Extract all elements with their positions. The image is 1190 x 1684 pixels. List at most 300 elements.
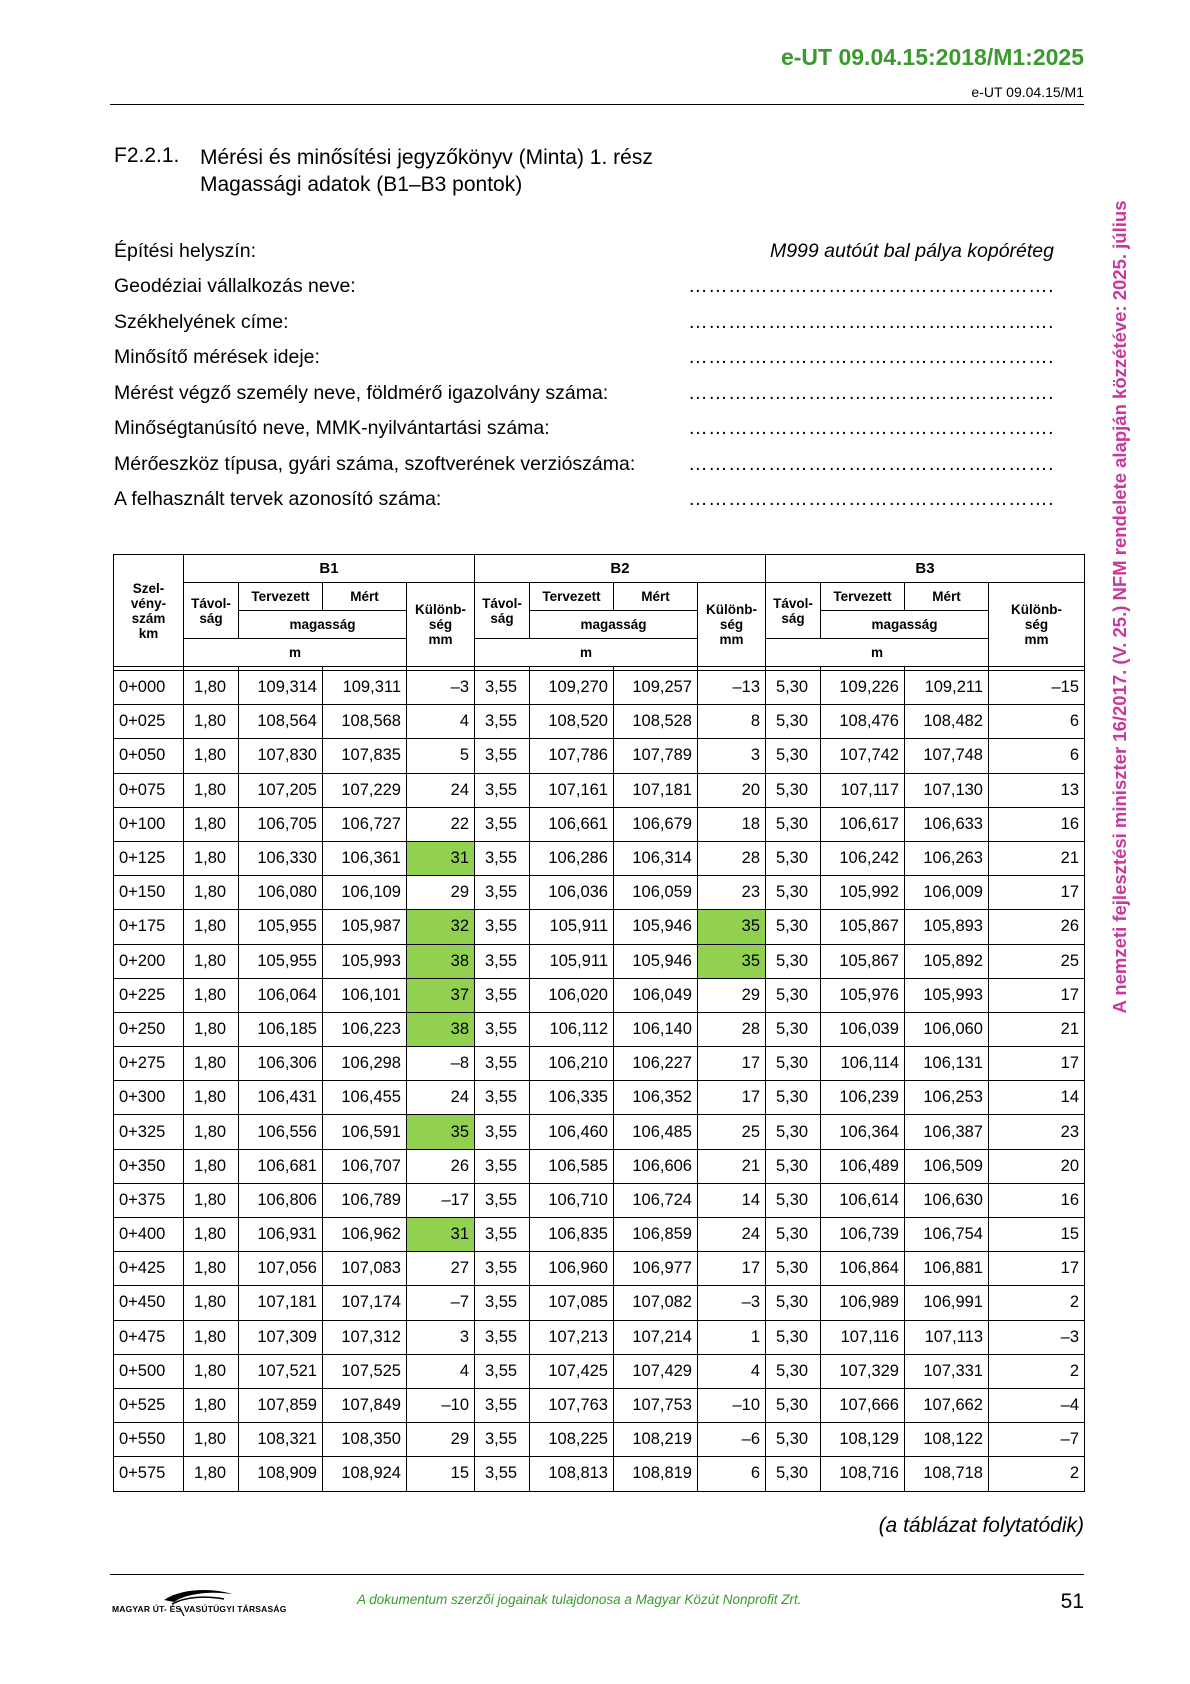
table-row (114, 1081, 1085, 1115)
table-cell: 1,80 (184, 944, 239, 978)
table-cell: 0+400 (114, 1218, 184, 1252)
table-cell: 106,335 (530, 1081, 614, 1115)
table-row (114, 978, 1085, 1012)
table-cell: 1,80 (184, 739, 239, 773)
table-cell: 5,30 (766, 807, 821, 841)
table-cell: 2 (989, 1354, 1085, 1388)
table-cell: 5,30 (766, 1047, 821, 1081)
table-cell: 0+075 (114, 773, 184, 807)
table-cell: 38 (407, 1012, 475, 1046)
table-cell: 3,55 (475, 876, 530, 910)
table-cell: 6 (989, 705, 1085, 739)
table-cell: 21 (698, 1149, 766, 1183)
table-cell: 0+250 (114, 1012, 184, 1046)
table-cell: 3,55 (475, 1047, 530, 1081)
table-cell: 106,617 (821, 807, 905, 841)
table-cell: 105,993 (905, 978, 989, 1012)
table-cell: –13 (698, 671, 766, 705)
table-cell: 106,989 (821, 1286, 905, 1320)
table-cell: 109,211 (905, 671, 989, 705)
table-cell: 3 (407, 1320, 475, 1354)
table-cell: 108,476 (821, 705, 905, 739)
table-cell: 15 (989, 1218, 1085, 1252)
table-cell: 0+450 (114, 1286, 184, 1320)
table-cell: 5,30 (766, 1218, 821, 1252)
table-cell: 108,718 (905, 1457, 989, 1491)
table-cell: 27 (407, 1252, 475, 1286)
table-cell: –7 (989, 1423, 1085, 1457)
table-cell: 3,55 (475, 807, 530, 841)
table-cell: 105,892 (905, 944, 989, 978)
table-cell: 106,789 (323, 1183, 407, 1217)
table-row (114, 1457, 1085, 1491)
form-blank-dots: ………………………………………………. (688, 275, 1054, 297)
table-cell: 107,830 (239, 739, 323, 773)
header-difference: Különb- ség mm (407, 583, 475, 667)
table-cell: 107,056 (239, 1252, 323, 1286)
header-measured: Mért (905, 583, 989, 611)
table-cell: 3,55 (475, 1115, 530, 1149)
table-cell: 106,460 (530, 1115, 614, 1149)
table-cell: 107,429 (614, 1354, 698, 1388)
table-cell: 3,55 (475, 1388, 530, 1422)
page-number: 51 (1060, 1590, 1084, 1613)
table-cell: 107,786 (530, 739, 614, 773)
table-cell: 106,114 (821, 1047, 905, 1081)
table-cell: 3,55 (475, 1218, 530, 1252)
header-design: Tervezett (239, 583, 323, 611)
table-cell: 14 (698, 1183, 766, 1217)
table-cell: 107,181 (614, 773, 698, 807)
table-cell: 24 (407, 1081, 475, 1115)
table-cell: 25 (698, 1115, 766, 1149)
header-measured: Mért (614, 583, 698, 611)
header-design: Tervezett (821, 583, 905, 611)
table-cell: 0+125 (114, 841, 184, 875)
table-cell: 0+050 (114, 739, 184, 773)
form-label: Építési helyszín: (114, 240, 256, 262)
table-cell: 106,859 (614, 1218, 698, 1252)
table-cell: 106,364 (821, 1115, 905, 1149)
table-cell: 3 (698, 739, 766, 773)
table-cell: 5,30 (766, 978, 821, 1012)
table-cell: 106,806 (239, 1183, 323, 1217)
table-cell: 35 (698, 910, 766, 944)
table-cell: 1,80 (184, 1183, 239, 1217)
table-cell: 5,30 (766, 1354, 821, 1388)
header-unit-m: m (475, 639, 698, 667)
table-row (114, 1183, 1085, 1217)
table-cell: 106,140 (614, 1012, 698, 1046)
table-cell: 1,80 (184, 1012, 239, 1046)
table-cell: 5,30 (766, 1320, 821, 1354)
copyright-note: A dokumentum szerzői jogainak tulajdonosa a Magyar Közút Nonprofit Zrt. (357, 1592, 802, 1607)
table-cell: 106,109 (323, 876, 407, 910)
table-row (114, 807, 1085, 841)
table-cell: 6 (989, 739, 1085, 773)
table-cell: 3,55 (475, 1081, 530, 1115)
table-cell: 21 (989, 841, 1085, 875)
table-cell: 1,80 (184, 1047, 239, 1081)
header-measured: Mért (323, 583, 407, 611)
table-cell: 106,223 (323, 1012, 407, 1046)
table-cell: 1,80 (184, 1218, 239, 1252)
table-cell: 109,311 (323, 671, 407, 705)
table-cell: 109,314 (239, 671, 323, 705)
table-cell: 3,55 (475, 773, 530, 807)
table-cell: 106,039 (821, 1012, 905, 1046)
table-cell: 106,606 (614, 1149, 698, 1183)
table-cell: 2 (989, 1286, 1085, 1320)
table-cell: 105,911 (530, 910, 614, 944)
header-station: Szel- vény- szám km (114, 555, 184, 667)
table-row (114, 705, 1085, 739)
table-row (114, 1320, 1085, 1354)
table-cell: 35 (407, 1115, 475, 1149)
table-cell: 107,213 (530, 1320, 614, 1354)
table-row (114, 1047, 1085, 1081)
table-cell: 106,881 (905, 1252, 989, 1286)
table-cell: 0+275 (114, 1047, 184, 1081)
table-cell: 105,867 (821, 944, 905, 978)
table-cell: 106,455 (323, 1081, 407, 1115)
table-cell: 4 (407, 1354, 475, 1388)
header-height: magasság (821, 611, 989, 639)
table-cell: 106,387 (905, 1115, 989, 1149)
table-cell: 106,614 (821, 1183, 905, 1217)
form-blank-dots: ………………………………………………. (688, 488, 1054, 510)
table-cell: 21 (989, 1012, 1085, 1046)
table-cell: 1,80 (184, 705, 239, 739)
table-cell: 17 (698, 1047, 766, 1081)
table-cell: –3 (989, 1320, 1085, 1354)
table-cell: 3,55 (475, 841, 530, 875)
table-row (114, 739, 1085, 773)
table-cell: 105,992 (821, 876, 905, 910)
table-cell: –15 (989, 671, 1085, 705)
table-cell: 29 (407, 1423, 475, 1457)
table-cell: 106,931 (239, 1218, 323, 1252)
table-cell: 107,174 (323, 1286, 407, 1320)
table-cell: 0+425 (114, 1252, 184, 1286)
table-cell: 106,681 (239, 1149, 323, 1183)
table-cell: –10 (407, 1388, 475, 1422)
table-cell: 8 (698, 705, 766, 739)
table-cell: 17 (698, 1081, 766, 1115)
table-cell: 3,55 (475, 671, 530, 705)
table-cell: 0+100 (114, 807, 184, 841)
table-row (114, 1252, 1085, 1286)
table-cell: 17 (989, 978, 1085, 1012)
table-cell: 107,116 (821, 1320, 905, 1354)
table-cell: 3,55 (475, 910, 530, 944)
table-cell: 1,80 (184, 1081, 239, 1115)
table-cell: 106,661 (530, 807, 614, 841)
table-cell: 3,55 (475, 978, 530, 1012)
table-cell: 31 (407, 1218, 475, 1252)
table-cell: 107,205 (239, 773, 323, 807)
table-cell: 108,568 (323, 705, 407, 739)
table-cell: 108,129 (821, 1423, 905, 1457)
table-cell: 3,55 (475, 1012, 530, 1046)
table-cell: 3,55 (475, 944, 530, 978)
table-cell: 105,955 (239, 910, 323, 944)
table-row (114, 1012, 1085, 1046)
table-cell: 106,633 (905, 807, 989, 841)
table-cell: 106,131 (905, 1047, 989, 1081)
table-cell: 1,80 (184, 807, 239, 841)
table-cell: 24 (698, 1218, 766, 1252)
header-distance: Távol- ság (475, 583, 530, 639)
table-row (114, 876, 1085, 910)
form-label: Geodéziai vállalkozás neve: (114, 275, 356, 297)
table-cell: 1,80 (184, 876, 239, 910)
table-cell: 1,80 (184, 978, 239, 1012)
table-cell: 31 (407, 841, 475, 875)
header-design: Tervezett (530, 583, 614, 611)
table-continues-note: (a táblázat folytatódik) (878, 1514, 1084, 1537)
header-unit-m: m (184, 639, 407, 667)
company-logo-text: MAGYAR ÚT- ÉS VASÚTÜGYI TÁRSASÁG (112, 1604, 287, 1614)
table-cell: 106,314 (614, 841, 698, 875)
header-height: magasság (530, 611, 698, 639)
table-cell: 106,112 (530, 1012, 614, 1046)
table-cell: 0+175 (114, 910, 184, 944)
table-cell: 105,976 (821, 978, 905, 1012)
section-title-line1: Mérési és minősítési jegyzőkönyv (Minta) 1. rész (200, 146, 653, 169)
table-cell: 106,049 (614, 978, 698, 1012)
header-difference: Különb- ség mm (698, 583, 766, 667)
table-cell: 106,707 (323, 1149, 407, 1183)
table-cell: 0+525 (114, 1388, 184, 1422)
form-blank-dots: ………………………………………………. (688, 381, 1054, 404)
table-cell: 3,55 (475, 1320, 530, 1354)
table-cell: 108,520 (530, 705, 614, 739)
table-cell: 107,521 (239, 1354, 323, 1388)
header-difference: Különb- ség mm (989, 583, 1085, 667)
table-cell: 1,80 (184, 1115, 239, 1149)
table-cell: 1,80 (184, 773, 239, 807)
table-cell: 107,425 (530, 1354, 614, 1388)
table-cell: 28 (698, 1012, 766, 1046)
table-cell: 107,130 (905, 773, 989, 807)
table-cell: 4 (407, 705, 475, 739)
table-row (114, 671, 1085, 705)
form-row (114, 346, 1054, 376)
table-cell: 106,352 (614, 1081, 698, 1115)
table-cell: 106,727 (323, 807, 407, 841)
table-cell: 5,30 (766, 1457, 821, 1491)
table-cell: 107,789 (614, 739, 698, 773)
header-group-b3: B3 (766, 555, 1085, 583)
header-height: magasság (239, 611, 407, 639)
table-cell: 5,30 (766, 773, 821, 807)
table-cell: 32 (407, 910, 475, 944)
table-cell: 108,219 (614, 1423, 698, 1457)
table-cell: 107,849 (323, 1388, 407, 1422)
table-cell: –7 (407, 1286, 475, 1320)
table-cell: –4 (989, 1388, 1085, 1422)
table-cell: 5,30 (766, 1149, 821, 1183)
table-row (114, 910, 1085, 944)
table-cell: 108,813 (530, 1457, 614, 1491)
table-cell: 107,763 (530, 1388, 614, 1422)
table-cell: 26 (407, 1149, 475, 1183)
table-cell: 5,30 (766, 944, 821, 978)
table-cell: 20 (698, 773, 766, 807)
table-cell: 106,724 (614, 1183, 698, 1217)
table-cell: 5,30 (766, 1012, 821, 1046)
table-cell: 5,30 (766, 1286, 821, 1320)
table-cell: 5 (407, 739, 475, 773)
table-cell: 106,705 (239, 807, 323, 841)
table-cell: 108,564 (239, 705, 323, 739)
form-label: Minősítő mérések ideje: (114, 346, 320, 368)
table-cell: 0+550 (114, 1423, 184, 1457)
table-cell: 105,946 (614, 910, 698, 944)
table-cell: –3 (407, 671, 475, 705)
table-row (114, 1115, 1085, 1149)
table-cell: 24 (407, 773, 475, 807)
table-cell: –3 (698, 1286, 766, 1320)
table-cell: 106,489 (821, 1149, 905, 1183)
form-value: M999 autóút bal pálya kopóréteg (769, 240, 1054, 262)
table-cell: 37 (407, 978, 475, 1012)
table-cell: 1,80 (184, 910, 239, 944)
table-cell: 5,30 (766, 1423, 821, 1457)
header-distance: Távol- ság (184, 583, 239, 639)
table-cell: 107,082 (614, 1286, 698, 1320)
table-cell: 106,485 (614, 1115, 698, 1149)
table-cell: 5,30 (766, 1388, 821, 1422)
table-cell: 107,309 (239, 1320, 323, 1354)
table-cell: 1,80 (184, 1354, 239, 1388)
table-cell: 16 (989, 1183, 1085, 1217)
table-cell: 1,80 (184, 1457, 239, 1491)
table-cell: 23 (989, 1115, 1085, 1149)
table-cell: 108,482 (905, 705, 989, 739)
table-cell: 107,742 (821, 739, 905, 773)
table-cell: 106,556 (239, 1115, 323, 1149)
table-cell: 3,55 (475, 1354, 530, 1388)
table-cell: 5,30 (766, 671, 821, 705)
table-cell: 0+500 (114, 1354, 184, 1388)
form-row (114, 382, 1054, 412)
table-row (114, 944, 1085, 978)
table-cell: –8 (407, 1047, 475, 1081)
table-cell: 3,55 (475, 739, 530, 773)
table-row (114, 1388, 1085, 1422)
table-cell: 20 (989, 1149, 1085, 1183)
table-cell: 14 (989, 1081, 1085, 1115)
table-cell: 0+325 (114, 1115, 184, 1149)
table-cell: 26 (989, 910, 1085, 944)
form-label: Székhelyének címe: (114, 310, 289, 333)
table-cell: 105,867 (821, 910, 905, 944)
table-cell: 3,55 (475, 1286, 530, 1320)
table-cell: 0+300 (114, 1081, 184, 1115)
table-cell: 108,122 (905, 1423, 989, 1457)
table-cell: 3,55 (475, 1457, 530, 1491)
table-cell: 106,835 (530, 1218, 614, 1252)
table-cell: 106,242 (821, 841, 905, 875)
table-cell: 1 (698, 1320, 766, 1354)
table-cell: 3,55 (475, 705, 530, 739)
table-cell: 106,036 (530, 876, 614, 910)
table-cell: 107,214 (614, 1320, 698, 1354)
table-cell: 106,679 (614, 807, 698, 841)
table-cell: 35 (698, 944, 766, 978)
table-cell: 0+575 (114, 1457, 184, 1491)
table-cell: 0+000 (114, 671, 184, 705)
table-cell: 107,117 (821, 773, 905, 807)
table-cell: 107,085 (530, 1286, 614, 1320)
table-cell: 5,30 (766, 910, 821, 944)
form-label: Mérést végző személy neve, földmérő igazolvány száma: (114, 381, 609, 404)
table-cell: 17 (989, 1252, 1085, 1286)
table-cell: 4 (698, 1354, 766, 1388)
table-cell: 106,059 (614, 876, 698, 910)
form-blank-dots: ………………………………………………. (688, 417, 1054, 439)
table-cell: 5,30 (766, 841, 821, 875)
table-row (114, 1354, 1085, 1388)
table-cell: 2 (989, 1457, 1085, 1491)
table-cell: –10 (698, 1388, 766, 1422)
table-cell: 105,955 (239, 944, 323, 978)
table-cell: 0+025 (114, 705, 184, 739)
table-cell: 17 (989, 876, 1085, 910)
table-cell: 5,30 (766, 739, 821, 773)
table-cell: 106,330 (239, 841, 323, 875)
table-cell: 1,80 (184, 1320, 239, 1354)
table-cell: 107,662 (905, 1388, 989, 1422)
table-cell: –6 (698, 1423, 766, 1457)
table-cell: 109,226 (821, 671, 905, 705)
table-cell: 106,739 (821, 1218, 905, 1252)
form-row-site (114, 240, 1054, 270)
table-cell: 107,859 (239, 1388, 323, 1422)
table-cell: 107,161 (530, 773, 614, 807)
header-group-b1: B1 (184, 555, 475, 583)
form-blank-dots: ………………………………………………. (688, 346, 1054, 368)
height-data-table (113, 554, 1085, 1492)
table-cell: 1,80 (184, 1423, 239, 1457)
table-cell: 1,80 (184, 1149, 239, 1183)
form-row (114, 488, 1054, 518)
table-cell: 1,80 (184, 1252, 239, 1286)
table-cell: 107,748 (905, 739, 989, 773)
table-cell: 29 (407, 876, 475, 910)
table-cell: 106,960 (530, 1252, 614, 1286)
table-cell: 107,113 (905, 1320, 989, 1354)
table-cell: 5,30 (766, 1252, 821, 1286)
footer-rule (110, 1574, 1084, 1575)
table-cell: 107,666 (821, 1388, 905, 1422)
table-cell: 106,754 (905, 1218, 989, 1252)
table-cell: 108,350 (323, 1423, 407, 1457)
table-cell: 109,270 (530, 671, 614, 705)
table-row (114, 1218, 1085, 1252)
table-cell: 5,30 (766, 1115, 821, 1149)
document-code: e-UT 09.04.15:2018/M1:2025 (780, 44, 1084, 70)
table-cell: 106,210 (530, 1047, 614, 1081)
section-number: F2.2.1. (114, 144, 180, 167)
table-cell: 1,80 (184, 1286, 239, 1320)
table-cell: 105,993 (323, 944, 407, 978)
table-cell: 106,253 (905, 1081, 989, 1115)
table-cell: –17 (407, 1183, 475, 1217)
table-cell: 3,55 (475, 1252, 530, 1286)
